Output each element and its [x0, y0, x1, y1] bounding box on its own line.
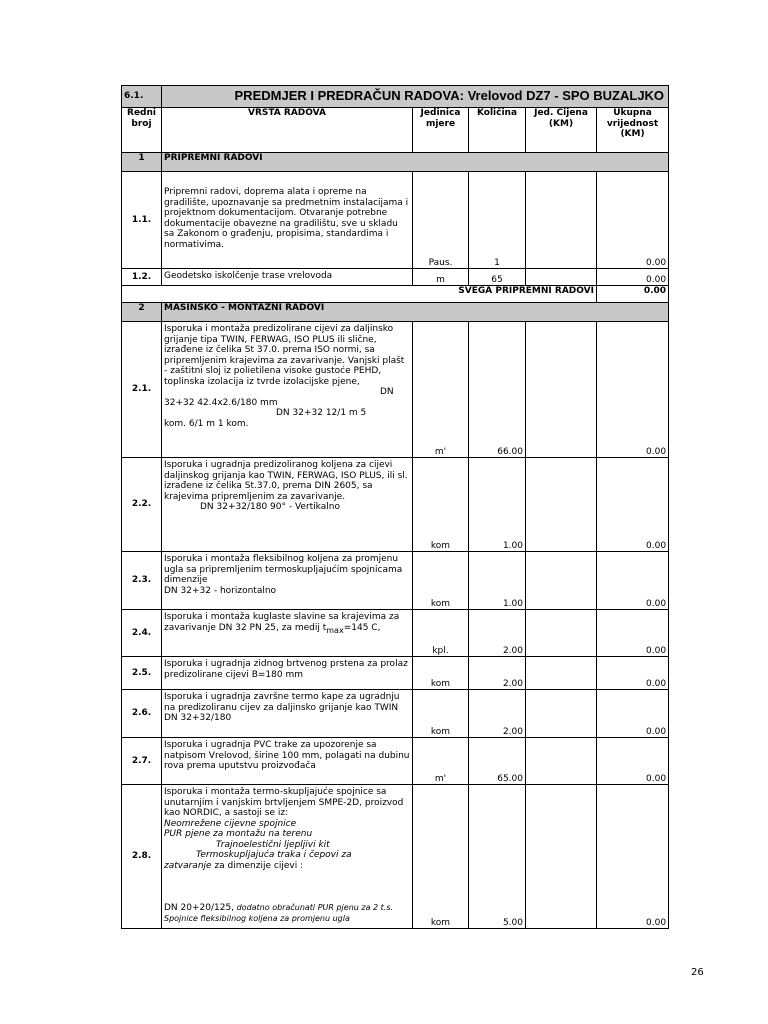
item-unit-price	[526, 269, 597, 286]
item-description-line: Termoskupljajuća traka i čepovi za	[196, 850, 352, 860]
item-description-line: 32+32 42.4x2.6/180 mm	[164, 397, 278, 408]
section-no: 1	[122, 153, 162, 172]
item-description-line: Neomrežene cijevne spojnice	[164, 818, 297, 829]
subtotal-label: SVEGA PRIPREMNI RADOVI	[162, 286, 597, 303]
table-row	[122, 458, 669, 552]
table-row	[122, 172, 669, 269]
item-unit-price	[526, 690, 597, 738]
item-unit: Paus.	[413, 172, 469, 269]
item-unit: kom	[413, 458, 469, 552]
item-quantity: 2.00	[469, 610, 526, 657]
item-description: Isporuka i ugradnja PVC trake za upozorenje sa natpisom Vrelovod, širine 100 mm, polagati na dubinu rova prema uputstvu proizvođača	[162, 738, 413, 785]
item-description-text: Isporuka i montaža predizolirane cijevi za daljinsko grijanje tipa TWIN, FERWAG, ISO PLUS ili slične, izrađene iz čelika St 37.0. prema ISO normi, sa pripremljenim krajevima za zavarivanje. Vanjski plašt - zaštitni sloj iz polietilena visoke gustoće PEHD, toplinska izolacija iz tvrde izolacijske pjene,	[164, 324, 405, 387]
item-unit-price	[526, 172, 597, 269]
item-unit: kpl.	[413, 610, 469, 657]
item-description-line: DN 32+32 12/1 m 5	[276, 408, 367, 418]
table-row	[122, 785, 669, 929]
section-subtotal-row	[122, 286, 669, 303]
page-number: 26	[691, 967, 704, 978]
table-row	[122, 269, 669, 286]
bill-of-quantities-table	[121, 85, 669, 929]
table-row	[122, 738, 669, 785]
item-total: 0.00	[597, 690, 669, 738]
item-unit: m	[413, 269, 469, 286]
item-description-text: Isporuka i ugradnja predizoliranog koljena za cijevi daljinskog grijanja kao TWIN, FERWAG, ISO PLUS, ili sl. izrađene iz čelika St.37.0, prema DIN 2605, sa krajevima pripremljenim za zavarivanje.	[164, 460, 408, 502]
item-quantity: 1.00	[469, 458, 526, 552]
item-quantity: 1	[469, 172, 526, 269]
table-row	[122, 322, 669, 458]
item-unit-price	[526, 785, 597, 929]
item-unit-price	[526, 322, 597, 458]
item-total: 0.00	[597, 785, 669, 929]
item-unit: m'	[413, 322, 469, 458]
item-description	[162, 610, 413, 657]
item-id: 2.2.	[122, 458, 162, 552]
item-description	[162, 785, 413, 929]
item-quantity: 1.00	[469, 552, 526, 610]
col-vrsta-radova: VRSTA RADOVA	[162, 108, 413, 153]
item-description	[162, 458, 413, 552]
item-description-line: za dimenzije cijevi :	[211, 860, 304, 871]
item-total: 0.00	[597, 738, 669, 785]
table-row	[122, 657, 669, 690]
item-total: 0.00	[597, 172, 669, 269]
item-description: Pripremni radovi, doprema alata i opreme na gradilište, upoznavanje sa predmetnim instalacijama i projektnom dokumentacijom. Otvaranje potrebne dokumentacije obavezne na gradilištu, sve u skladu sa Zakonom o građenju, propisima, standardima i normativima.	[162, 172, 413, 269]
col-jedinica-mjere: Jedinica mjere	[413, 108, 469, 153]
item-description-text: Isporuka i montaža fleksibilnog koljena za promjenu ugla sa pripremljenim termoskupljajućim spojnicama dimenzije	[164, 554, 403, 585]
table-row	[122, 552, 669, 610]
item-description-text: Isporuka i montaža kuglaste slavine sa krajevima za zavarivanje DN 32 PN 25, za medij t	[164, 612, 400, 633]
item-total: 0.00	[597, 269, 669, 286]
item-description	[162, 552, 413, 610]
item-description-line: zatvaranje	[164, 860, 212, 871]
item-description-line: DN 32+32 - horizontalno	[164, 585, 277, 596]
subtotal-value: 0.00	[597, 286, 669, 303]
item-id: 2.4.	[122, 610, 162, 657]
item-id: 1.1.	[122, 172, 162, 269]
col-kolicina: Količina	[469, 108, 526, 153]
item-description-note: dodatno obračunati PUR pjenu za 2 t.s. Spojnice fleksibilnog koljena za promjenu ugla	[164, 903, 394, 923]
item-total: 0.00	[597, 322, 669, 458]
item-description-line: DN	[380, 387, 394, 397]
item-unit-price	[526, 458, 597, 552]
item-id: 1.2.	[122, 269, 162, 286]
item-description-subscript: max	[326, 625, 344, 635]
item-description-line: kom. 6/1 m 1 kom.	[164, 418, 249, 429]
item-quantity: 2.00	[469, 690, 526, 738]
section-title: MAŠINSKO - MONTAŽNI RADOVI	[162, 303, 669, 322]
item-unit: kom	[413, 785, 469, 929]
item-description: Isporuka i ugradnja završne termo kape za ugradnju na predizoliranu cijev za daljinsko grijanje kao TWIN DN 32+32/180	[162, 690, 413, 738]
section-no: 2	[122, 303, 162, 322]
item-unit: kom	[413, 552, 469, 610]
col-jed-cijena: Jed. Cijena (KM)	[526, 108, 597, 153]
item-quantity: 5.00	[469, 785, 526, 929]
column-header-row	[122, 108, 669, 153]
item-description-text: Isporuka i montaža termo-skupljajuće spojnice sa unutarnjim i vanjskim brtvljenjem SMPE-2D, proizvod kao NORDIC, a sastoji se iz:	[164, 787, 404, 818]
section-number: 6.1.	[122, 86, 162, 108]
item-unit: m'	[413, 738, 469, 785]
item-quantity: 66.00	[469, 322, 526, 458]
item-total: 0.00	[597, 610, 669, 657]
item-description-line: DN 20+20/125,	[164, 903, 235, 913]
section-title: PRIPREMNI RADOVI	[162, 153, 669, 172]
item-unit-price	[526, 610, 597, 657]
item-id: 2.8.	[122, 785, 162, 929]
col-ukupna-vrijednost: Ukupna vrijednost (KM)	[597, 108, 669, 153]
item-quantity: 65	[469, 269, 526, 286]
item-description-line: Trajnoelestični ljepljivi kit	[216, 839, 330, 850]
page-title: PREDMJER I PREDRAČUN RADOVA: Vrelovod DZ7 - SPO BUZALJKO	[162, 86, 669, 108]
item-unit: kom	[413, 690, 469, 738]
item-quantity: 2.00	[469, 657, 526, 690]
item-id: 2.1.	[122, 322, 162, 458]
table-row	[122, 610, 669, 657]
item-unit: kom	[413, 657, 469, 690]
item-description	[162, 322, 413, 458]
item-unit-price	[526, 552, 597, 610]
table-row	[122, 690, 669, 738]
item-id: 2.3.	[122, 552, 162, 610]
item-description-line: DN 32+32/180 90° - Vertikalno	[200, 502, 340, 512]
item-total: 0.00	[597, 657, 669, 690]
item-id: 2.7.	[122, 738, 162, 785]
col-redni-broj: Redni broj	[122, 108, 162, 153]
item-id: 2.6.	[122, 690, 162, 738]
item-total: 0.00	[597, 458, 669, 552]
item-unit-price	[526, 657, 597, 690]
item-description: Isporuka i ugradnja zidnog brtvenog prstena za prolaz predizolirane cijevi B=180 mm	[162, 657, 413, 690]
section-header-row	[122, 303, 669, 322]
item-description: Geodetsko iskolčenje trase vrelovoda	[162, 269, 413, 286]
item-unit-price	[526, 738, 597, 785]
item-description-text: =145 C,	[343, 622, 381, 633]
item-quantity: 65.00	[469, 738, 526, 785]
section-header-row	[122, 153, 669, 172]
item-description-line: PUR pjene za montažu na terenu	[164, 829, 313, 839]
item-id: 2.5.	[122, 657, 162, 690]
item-total: 0.00	[597, 552, 669, 610]
